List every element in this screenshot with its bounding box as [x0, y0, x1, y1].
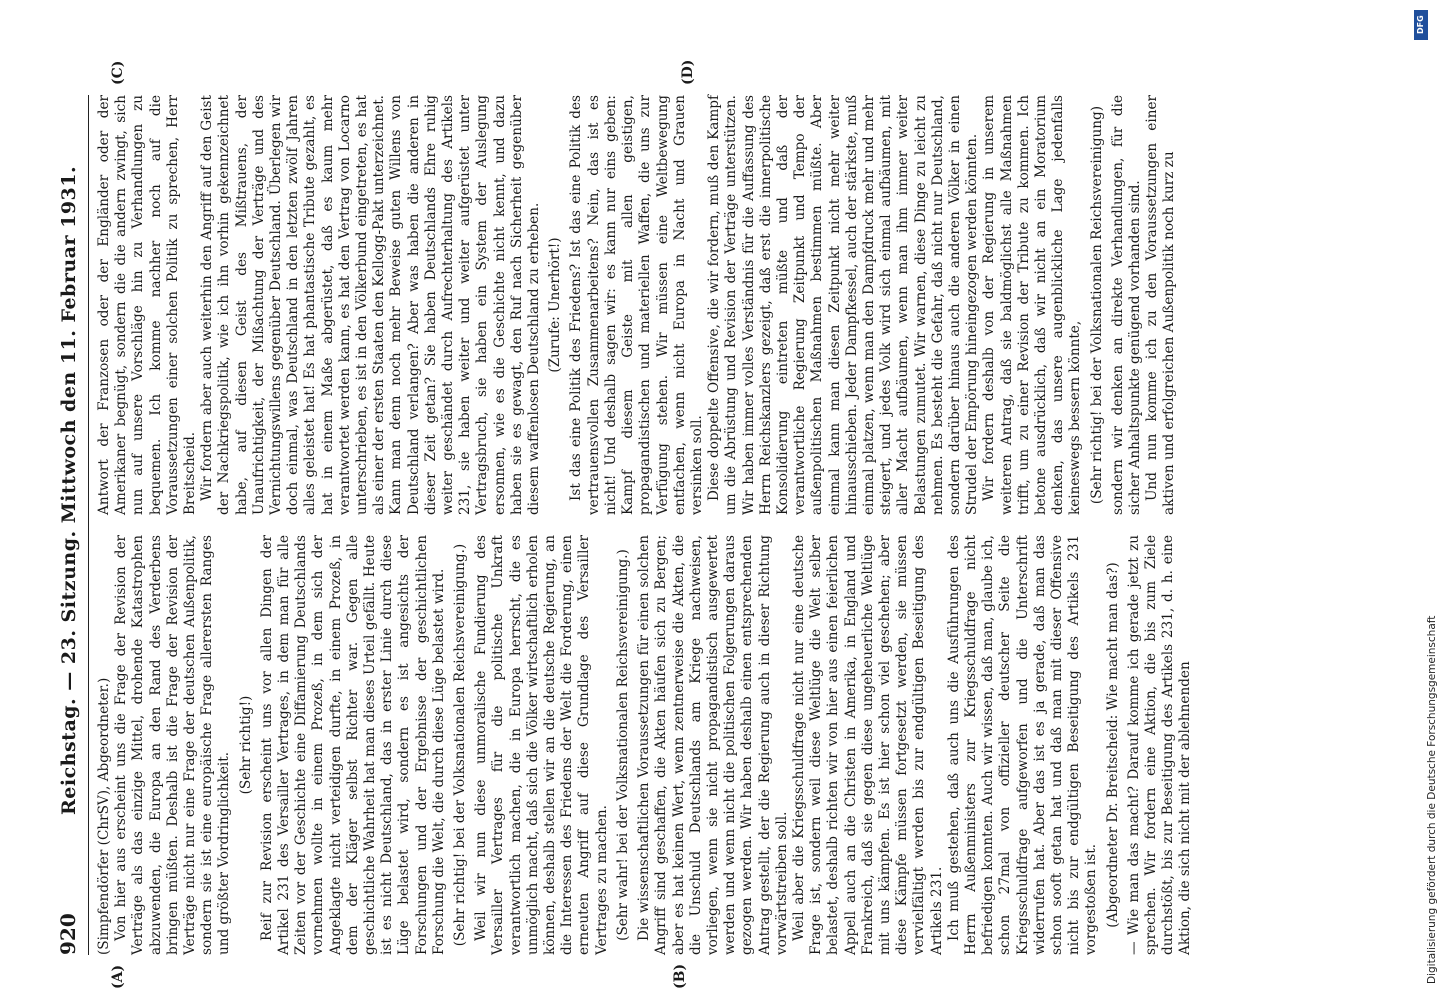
paragraph: Die wissenschaftlichen Voraussetzungen für einen solchen Angriff sind geschaffen, die Akten häufen sich zu Bergen; aber es hat keinen Wert, wenn zentnerweise die Akten, die die Unschuld Deutschlands am Kriege nachweisen, vorliegen, wenn sie nicht propagandistisch ausgewertet werden und wenn nicht die politischen Folgerungen daraus gezogen werden. Wir haben deshalb einen entsprechenden Antrag gestellt, der die Regierung auch in dieser Richtung vorwärtstreiben soll.	[636, 535, 790, 955]
margin-marker-c: (C)	[110, 60, 126, 85]
paragraph: Weil wir nun diese unmoralische Fundierung des Versailler Vertrages für die politische Unkraft verantwortlich machen, die in Europa herrscht, die es unmöglich macht, daß sich die Völker wirtschaftlich erholen können, deshalb stellen wir an die deutsche Regierung, an die Interessen des Friedens der Welt die Forderung, einen erneuten Angriff auf diese Grundlage des Versailler Vertrages zu machen.	[473, 535, 610, 955]
paragraph: sondern wir denken an direkte Verhandlungen, für die sicher Anhaltspunkte genügend vorhanden sind.	[1109, 95, 1143, 515]
paragraph: — Wie man das macht? Darauf komme ich gerade jetzt zu sprechen. Wir fordern eine Aktion, die bis zum Ziele durchstößt, bis zur Beseitigung des Artikels 231, d. h. eine Aktion, die sich nicht mit der ablehnenden	[1125, 535, 1194, 955]
interjection: (Sehr richtig! bei der Volksnationalen Reichsvereinigung.)	[452, 543, 469, 947]
paragraph: Weil aber die Kriegsschuldfrage nicht nur eine deutsche Frage ist, sondern weil diese Weltlüge die Welt selber belastet, deshalb richten wir von hier aus einen feierlichen Appell auch an die Christen in Amerika, in England und Frankreich, daß sie gegen diese ungeheuerliche Weltlüge mit uns kämpfen. Es ist hier schon viel geschehen; aber diese Kämpfe müssen fortgesetzt werden, sie müssen vervielfältigt werden bis zur endgültigen Beseitigung des Artikels 231.	[790, 535, 945, 955]
paragraph: Von hier aus erscheint uns die Frage der Revision der Verträge als das einzige Mittel, drohende Katastrophen abzuwenden, die Europa an den Rand des Verderbens bringen müßten. Deshalb ist die Frage der Revision der Verträge nicht nur eine Frage der deutschen Außenpolitik, sondern sie ist eine europäische Frage allerersten Ranges und größter Vordringlichkeit.	[113, 535, 233, 955]
paragraph: (Simpfendörfer (ChrSV), Abgeordneter.)	[96, 677, 112, 955]
paragraph: Reif zur Revision erscheint uns vor allen Dingen der Artikel 231 des Versailler Vertrages, in dem man für alle Zeiten vor der Geschichte eine Diffamierung Deutschlands vornehmen wollte in einem Prozeß, in dem sich der Angeklagte nicht verteidigen durfte, in einem Prozeß, in dem der Kläger selbst Richter war. Gegen alle geschichtliche Wahrheit hat man dieses Urteil gefällt. Heute ist es nicht Deutschland, das in erster Linie durch diese Lüge belastet wird, sondern es ist angesichts der Forschungen und der Ergebnisse der geschichtlichen Forschung die Welt, die durch diese Lüge belastet wird.	[258, 535, 447, 955]
paragraph: Diese doppelte Offensive, die wir fordern, muß den Kampf um die Abrüstung und Revision der Verträge unterstützen. Wir haben immer volles Verständnis für die Auffassung des Herrn Reichskanzlers gezeigt, daß erst die innerpolitische Konsolidierung eintreten müßte und daß der verantwortliche Regierung Zeitpunkt und Tempo der außenpolitischen Maßnahmen bestimmen müßte. Aber einmal kann man diesen Zeitpunkt nicht mehr weiter hinausschieben. Jeder Dampfkessel, auch der stärkste, muß einmal platzen, wenn man den Dampfdruck mehr und mehr steigert, und jedes Volk wird sich einmal aufbäumen, mit aller Macht aufbäumen, wenn man ihm immer weiter Belastungen zumutet. Wir warnen, diese Dinge zu leicht zu nehmen. Es besteht die Gefahr, daß nicht nur Deutschland, sondern darüber hinaus auch die anderen Völker in einen Strudel der Empörung hineingezogen werden könnten.	[706, 95, 981, 515]
interjection: (Sehr wahr! bei der Volksnationalen Reichsvereinigung.)	[614, 549, 631, 941]
interjection: (Zurufe: Unerhört!)	[547, 237, 564, 373]
digitization-note	[1408, 4, 1438, 994]
paragraph: Wir fordern aber auch weiterhin den Angriff auf den Geist der Nachkriegspolitik, wie ich ihn vorhin gekennzeichnet habe, auf diesen Geist des Mißtrauens, der Unaufrichtigkeit, der Mißachtung der Verträge und des Vernichtungswillens gegenüber Deutschland. Überlegen wir doch einmal, was Deutschland in den letzten zwölf Jahren alles geleistet hat! Es hat phantastische Tribute gezahlt, es hat in einem Maße abgerüstet, daß es kaum mehr verantwortet werden kann, es hat den Vertrag von Locarno unterschrieben, es ist in den Völkerbund eingetreten, es hat als einer der ersten Staaten den Kellogg-Pakt unterzeichnet. Kann man denn noch mehr Beweise guten Willens von Deutschland verlangen? Aber was haben die anderen in dieser Zeit getan? Sie haben Deutschlands Ehre ruhig weiter geschändet durch Aufrechterhaltung des Artikels 231, sie haben weiter und weiter aufgerüstet unter Vertragsbruch, sie haben ein System der Auslegung ersonnen, wie es die Geschichte nicht kennt, und dazu haben sie es gewagt, den Ruf nach Sicherheit gegenüber diesem waffenlosen Deutschland zu erheben.	[199, 95, 543, 515]
header-rule	[88, 95, 89, 955]
paragraph: Ist das eine Politik des Friedens? Ist das eine Politik des vertrauensvollen Zusammenarbeitens? Nein, das ist es nicht! Und deshalb sagen wir: es kann nur eins geben: Kampf diesem Geiste mit allen geistigen, propagandistischen und materiellen Waffen, die uns zur Verfügung stehen. Wir müssen eine Weltbewegung entfachen, wenn nicht Europa in Nacht und Grauen versinken soll.	[568, 95, 705, 515]
paragraph: Antwort der Franzosen oder der Engländer oder der Amerikaner begnügt, sondern die die andern zwingt, sich nun auf unsere Vorschläge hin zu Verhandlungen zu bequemen. Ich komme nachher noch auf die Voraussetzungen einer solchen Politik zu sprechen, Herr Breitscheid.	[96, 95, 199, 515]
rotated-page	[50, 35, 1410, 989]
left-column	[96, 535, 1386, 955]
margin-marker-b: (B)	[672, 963, 688, 989]
interjection: (Sehr richtig!)	[237, 695, 254, 795]
page-number: 920	[56, 913, 80, 955]
dfg-logo: DFG	[1414, 10, 1428, 40]
paragraph: Wir fordern deshalb von der Regierung in unserem weiteren Antrag, daß sie baldmöglichst alle Maßnahmen trifft, um zu einer Revision der Tribute zu kommen. Ich betone ausdrücklich, daß wir nicht an ein Moratorium denken, das unsere augenblickliche Lage jedenfalls keineswegs bessern könnte,	[981, 95, 1084, 515]
digitization-credit: Digitalisierung gefördert durch die Deutsche Forschungsgemeinschaft	[1426, 615, 1438, 984]
paragraph: Und nun komme ich zu den Voraussetzungen einer aktiven und erfolgreichen Außenpolitik noch kurz zu	[1144, 95, 1178, 515]
running-head: Reichstag. — 23. Sitzung. Mittwoch den 11. Februar 1931.	[58, 165, 80, 815]
interjection: (Abgeordneter Dr. Breitscheid: Wie macht man das?)	[1104, 562, 1121, 928]
margin-marker-a: (A)	[110, 964, 126, 989]
paragraph: Ich muß gestehen, daß auch uns die Ausführungen des Herrn Außenministers zur Kriegsschuldfrage nicht befriedigen konnten. Auch wir wissen, daß man, glaube ich, schon 27mal von offizieller deutscher Seite die Kriegsschuldfrage aufgeworfen und die Unterschrift widerrufen hat. Aber das ist es ja gerade, daß man das schon sooft getan hat und daß man mit dieser Offensive nicht bis zur endgültigen Beseitigung des Artikels 231 vorgestoßen ist.	[945, 535, 1100, 955]
margin-marker-d: (D)	[680, 59, 696, 85]
page-header	[50, 95, 86, 955]
right-column	[96, 95, 1386, 515]
interjection: (Sehr richtig! bei der Volksnationalen Reichsvereinigung)	[1088, 105, 1105, 505]
